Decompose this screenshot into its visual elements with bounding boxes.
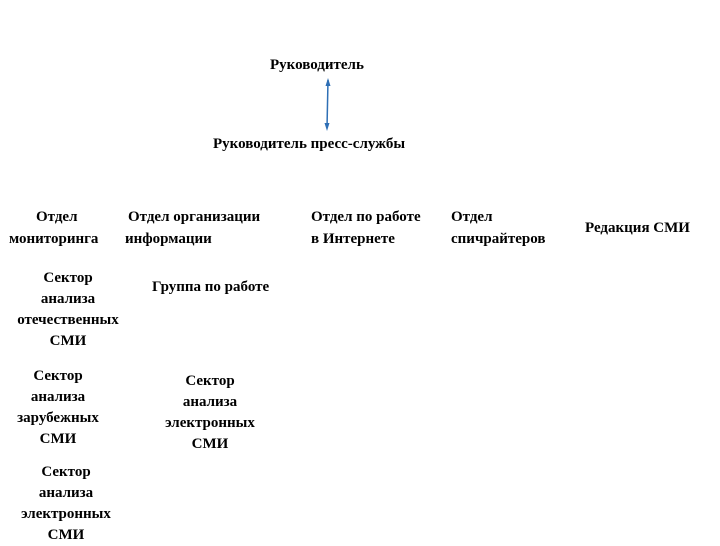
sector-electronic-mid-line2: анализа [182,394,238,410]
group-work: Группа по работе [152,279,270,295]
dept-internet-line2: в Интернете [311,231,395,247]
sector-electronic-left [6,462,126,546]
sector-foreign-line3: зарубежных [17,410,99,426]
sector-domestic-line4: СМИ [49,333,87,349]
sector-domestic-line1: Сектор [43,270,93,286]
sector-foreign-line2: анализа [30,389,86,405]
sector-electronic-mid-line4: СМИ [191,436,229,452]
sector-domestic-line2: анализа [40,291,96,307]
sector-domestic-analysis [4,268,132,352]
sector-electronic-left-line4: СМИ [47,527,85,543]
sector-electronic-mid [150,371,270,455]
sector-electronic-mid-line1: Сектор [185,373,235,389]
arrow-head-down [325,123,330,131]
sector-foreign-line4: СМИ [39,431,77,447]
sector-electronic-left-line3: электронных [21,506,111,522]
node-press-head: Руководитель пресс-службы [213,136,406,152]
dept-monitoring-line1: Отдел [36,209,78,225]
dept-internet-line1: Отдел по работе [311,209,421,225]
dept-speechwriters-line1: Отдел [451,209,493,225]
node-head: Руководитель [270,57,364,73]
dept-organization-line1: Отдел организации [128,209,261,225]
dept-media-editorial: Редакция СМИ [585,220,690,236]
dept-organization-line2: информации [125,231,212,247]
sector-electronic-mid-line3: электронных [165,415,255,431]
dept-speechwriters-line2: спичрайтеров [451,231,546,247]
sector-electronic-left-line2: анализа [38,485,94,501]
dept-monitoring-line2: мониторинга [9,231,99,247]
sector-domestic-line3: отечественных [17,312,119,328]
sector-foreign-line1: Сектор [33,368,83,384]
sector-electronic-left-line1: Сектор [41,464,91,480]
arrow-head-up [326,78,331,86]
sector-foreign-analysis [2,366,114,450]
arrow-line [327,80,328,128]
